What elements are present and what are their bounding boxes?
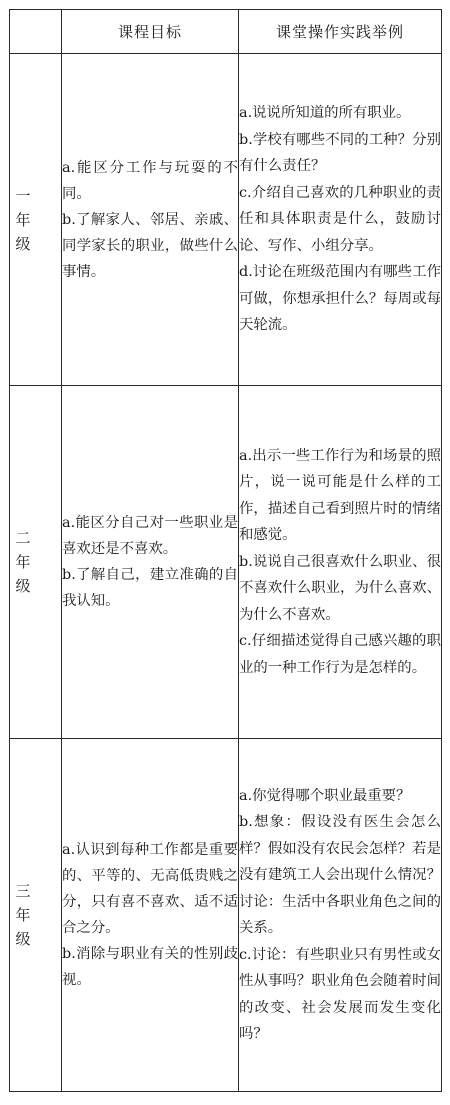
table-row <box>10 54 442 386</box>
goal-item: a.能区分自己对一些职业是喜欢还是不喜欢。 <box>62 515 238 557</box>
goal-item: a.认识到每种工作都是重要的、平等的、无高低贵贱之分，只有喜不喜欢、适不适合之分。 <box>62 842 238 936</box>
example-item: b.想象：假设没有医生会怎么样？假如没有农民会怎样？若是没有建筑工人会出现什么情况？讨论：生活中各职业角色之间的关系。 <box>239 814 441 936</box>
curriculum-table <box>9 9 442 1092</box>
header-grade-cell <box>10 10 62 54</box>
table-row <box>10 739 442 1092</box>
example-item: c.仔细描述觉得自己感兴趣的职业的一种工作行为是怎样的。 <box>239 633 441 676</box>
goal-cell <box>62 386 239 739</box>
example-item: a.出示一些工作行为和场景的照片，说一说可能是什么样的工作，描述自己看到照片时的情绪和感觉。 <box>239 447 441 544</box>
example-item: d.讨论在班级范围内有哪些工作可做，你想承担什么？每周或每天轮流。 <box>239 264 441 334</box>
header-goal-cell: 课程目标 <box>62 10 239 54</box>
example-cell <box>239 739 442 1092</box>
grade-cell <box>10 386 62 739</box>
goal-item: a.能区分工作与玩耍的不同。 <box>62 159 238 202</box>
example-item: a.你觉得哪个职业最重要？ <box>239 787 411 804</box>
grade-label: 一年级 <box>15 186 49 253</box>
grade-label: 二年级 <box>15 529 49 595</box>
example-item: a.说说所知道的所有职业。 <box>239 105 411 122</box>
example-item: c.介绍自己喜欢的几种职业的责任和具体职责是什么，鼓励讨论、写作、小组分享。 <box>239 184 441 254</box>
goal-cell <box>62 54 239 386</box>
example-cell <box>239 386 442 739</box>
goal-item: b.消除与职业有关的性别歧视。 <box>62 946 238 988</box>
table-header-row <box>10 10 442 54</box>
table-row <box>10 386 442 739</box>
example-item: c.讨论：有些职业只有男性或女性从事吗？职业角色会随着时间的改变、社会发展而发生变化吗？ <box>239 946 441 1042</box>
grade-cell <box>10 739 62 1092</box>
header-example-cell: 课堂操作实践举例 <box>239 10 442 54</box>
example-item: b.学校有哪些不同的工种？分别有什么责任？ <box>239 131 441 175</box>
example-item: b.说说自己很喜欢什么职业、很不喜欢什么职业，为什么喜欢、为什么不喜欢。 <box>239 553 441 623</box>
goal-cell <box>62 739 239 1092</box>
goal-item: b.了解自己，建立准确的自我认知。 <box>62 567 238 609</box>
grade-label: 三年级 <box>15 882 49 948</box>
example-cell <box>239 54 442 386</box>
goal-item: b.了解家人、邻居、亲戚、同学家长的职业，做些什么事情。 <box>62 211 238 280</box>
grade-cell <box>10 54 62 386</box>
